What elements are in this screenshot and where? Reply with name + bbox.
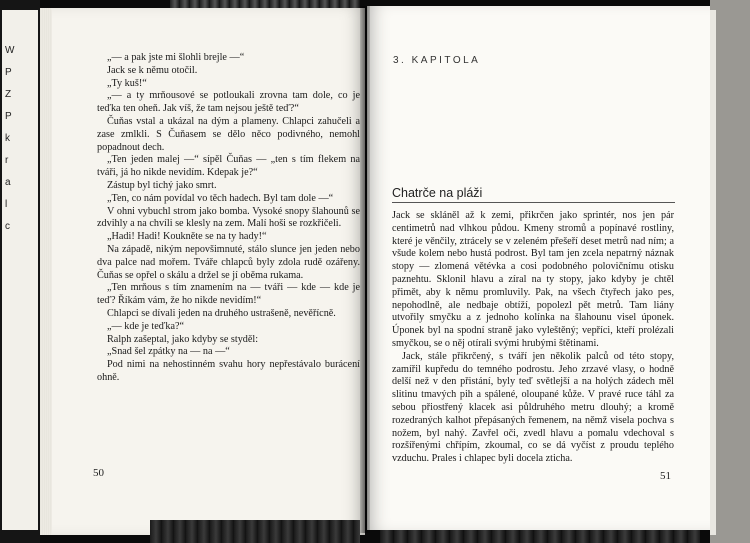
right-page-text	[392, 210, 674, 466]
adjacent-letter: Z	[5, 89, 12, 100]
paragraph: „— a pak jste mi šlohli brejle —“	[107, 52, 245, 63]
background-pattern-bottom	[150, 520, 360, 543]
paragraph: „Ty kuš!“	[107, 77, 147, 89]
adjacent-letter: k	[5, 133, 10, 144]
page-number-left: 50	[93, 467, 104, 479]
chapter-heading: 3. KAPITOLA	[393, 55, 481, 66]
paragraph: Jack se skláněl až k zemi, přikrčen jako sprintér, nos jen pár centimetrů nad vlhkou půdou. Kmeny stromů a popínavé rostliny, které je věnčily, ztrácely se v zeleném přešeří deset metrů nad ním; a všude kolem nebo hustá podrost. Byl tam jen zcela nepatrný náznak stopy — zlomená větévka a cosi podobného polovičnímu otisku paznehtu. Sklonil hlavu a zíral na ty stopy, jako kdyby je chtěl přimět, aby k němu promluvily. Pak, na všech čtyřech jako pes, nepohodlně, ale nedbaje obtíží, popolezl pět metrů. Tam liány utvořily smyčku a z jednoho kolínka na šlahounu visel úponek. Úponek byl na spodní straně jako vyleštěný; vepříci, kteří prolézali smyčkou, se o něj otírali svými hrubými štětinami.	[392, 210, 674, 349]
paragraph: „Hadi! Hadi! Koukněte se na ty hady!“	[107, 231, 267, 243]
paragraph: Zástup byl tichý jako smrt.	[107, 179, 217, 191]
paragraph: Chlapci se dívali jeden na druhého ustrašeně, nevěřícně.	[107, 307, 336, 319]
paragraph: Jack, stále přikrčený, s tváří jen několik palců od této stopy, zamířil kupředu do temného podrostu. Jeho zrzavé vlasy, o hodně delší než v den přistání, byly teď světlejší a na holých zádech měl slitinu tmavých pih a spálené, oloupané kůže. V pravé ruce táhl za sebou přiostřený klacek asi půldruhého metru dlouhý; a kromě rozedraných kalhot přepásaných řemenem, na němž visela pochva s nožem, byl nahý. Zavřel oči, zvedl hlavu a pomalu vdechoval s rozšířenými chřípím, zkoumal, co se dá vyčíst z proudu teplého vzduchu. Prales i chlapec byli docela zticha.	[392, 350, 674, 465]
background-pattern-top	[170, 0, 360, 8]
book-gutter	[360, 6, 370, 533]
adjacent-letter: l	[5, 199, 8, 210]
adjacent-letter: a	[5, 177, 11, 188]
paragraph: Pod nimi na nehostinném svahu hory nepřestávalo burácení ohně.	[97, 359, 360, 383]
paragraph: „— kde je teďka?“	[107, 320, 185, 332]
right-page-stack	[710, 10, 716, 535]
paragraph: „Ten jeden malej —“ sípěl Čuňas — „ten s tím flekem na tváři, já ho nikde nevidím. Kdepak je?“	[97, 154, 360, 179]
adjacent-letter: W	[5, 45, 15, 56]
page-number-right: 51	[660, 470, 671, 482]
paragraph: „— a ty mrňousové se potloukali zrovna tam dole, co je teďka ten oheň. Jak víš, že tam nejsou ještě teď?“	[97, 90, 360, 115]
adjacent-page-edge	[2, 10, 38, 530]
paragraph: Ralph zašeptal, jako kdyby se styděl:	[107, 333, 259, 345]
paragraph: Čuňas vstal a ukázal na dým a plameny. Chlapci zahučeli a zase zmlkli. S Čuňasem se dělo něco podivného, nemohl popadnout dech.	[97, 115, 360, 153]
left-page-text	[97, 52, 360, 385]
adjacent-letter: P	[5, 67, 12, 78]
section-title: Chatrče na pláži	[392, 186, 483, 200]
background-pattern-bottom-right	[380, 530, 700, 543]
right-dark-edge	[710, 0, 750, 543]
paragraph: „Ten, co nám povídal vo těch hadech. Byl tam dole —“	[107, 192, 334, 204]
adjacent-letter: c	[5, 221, 10, 232]
title-underline	[392, 202, 675, 203]
paragraph: Jack se k němu otočil.	[107, 64, 198, 76]
adjacent-page-letters	[5, 40, 35, 238]
paragraph: „Snad šel zpátky na — na —“	[107, 346, 230, 358]
adjacent-letter: r	[5, 155, 9, 166]
paragraph: V ohni vybuchl strom jako bomba. Vysoké snopy šlahounů se zdvihly a na chvíli se klesly na zem. Malí hoši se rozkřičeli.	[97, 205, 360, 230]
paragraph: Na západě, nikým nepovšimnuté, stálo slunce jen jeden nebo dva palce nad mořem. Tváře chlapců byly zdola rudě ozářeny. Čuňas se opřel o skálu a držel se jí oběma rukama.	[97, 243, 360, 281]
paragraph: „Ten mrňous s tím znamením na — tváři — kde — kde je teď? Říkám vám, že ho nikde nevidím!“	[97, 282, 360, 307]
adjacent-letter: P	[5, 111, 12, 122]
page-stack-edges	[40, 8, 52, 535]
